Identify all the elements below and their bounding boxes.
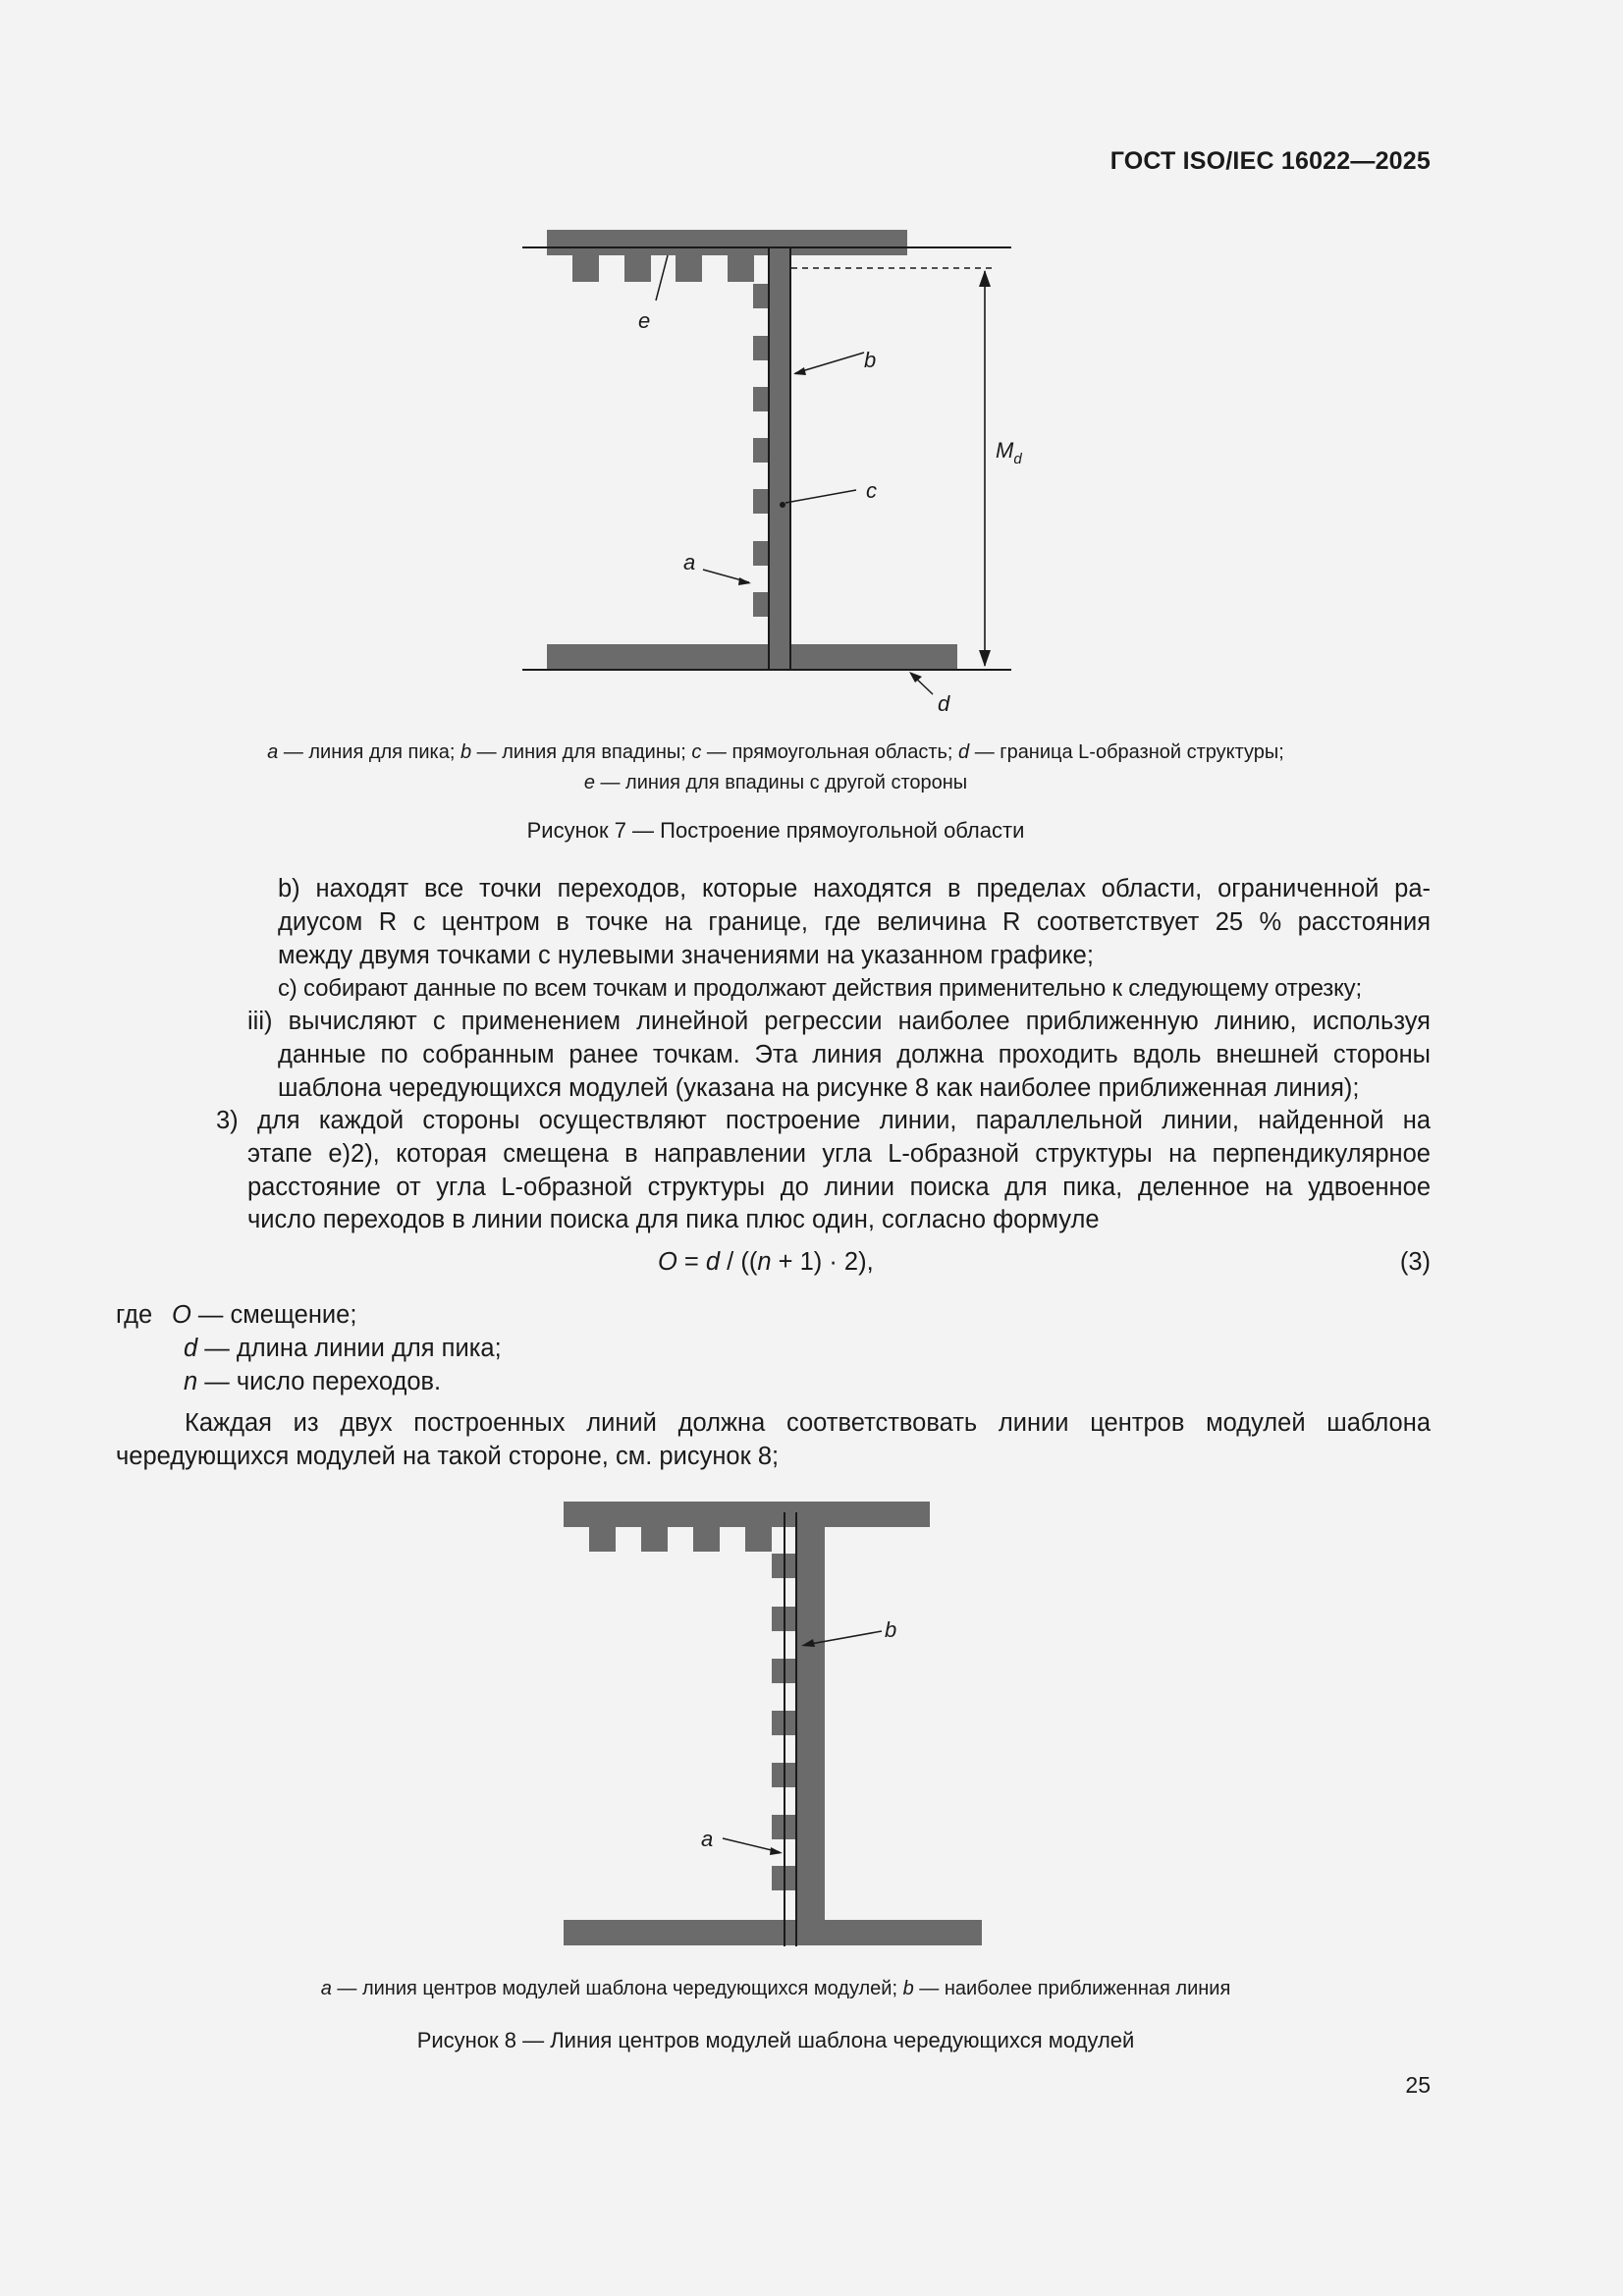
item-iii-line-2: данные по собранным ранее точкам. Эта линия должна проходить вдоль внешней стороны [278,1041,1431,1068]
top-module [589,1527,616,1552]
legend-line-2: e — линия для впадины с другой стороны [583,772,968,793]
label-a: a [701,1827,714,1851]
paragraph-line-1: Каждая из двух построенных линий должна соответствовать линии центров модулей шаблона [185,1409,1431,1437]
item-c-line-1: c) собирают данные по всем точкам и продолжают действия применительно к следующему отрезку; [278,975,1362,1002]
formula: O = d / ((n + 1) · 2), [658,1248,874,1276]
document-header: ГОСТ ISO/IEC 16022—2025 [1109,147,1431,175]
where-item-o: O — смещение; [172,1301,357,1329]
item-3-line-4: число переходов в линии поиска для пика плюс один, согласно формуле [247,1206,1100,1233]
legend-line-1: a — линия для пика; b — линия для впадины; c — прямоугольная область; d — граница L-образной структуры; [267,741,1284,763]
where-item-d: d — длина линии для пика; [184,1335,502,1362]
top-bar [547,230,907,255]
item-3-line-2: этапе e)2), которая смещена в направлении угла L-образной структуры на перпендикулярное [247,1140,1431,1168]
paragraph-line-2: чередующихся модулей на такой стороне, см. рисунок 8; [116,1443,780,1470]
left-module [753,336,769,360]
left-module [753,438,769,463]
left-module [753,489,769,514]
item-iii-line-1: iii) вычисляют с применением линейной регрессии наиболее приближенную линию, используя [247,1008,1431,1035]
label-md: $M_d$ [996,438,1022,467]
item-b-line-3: между двумя точками с нулевыми значениями на указанном графике; [278,942,1094,969]
where-label: где [116,1301,153,1329]
figure-7-caption: Рисунок 7 — Построение прямоугольной области [526,818,1025,843]
where-item-n: n — число переходов. [184,1368,442,1395]
item-b-line-2: диусом R с центром в точке на границе, где величина R соответствует 25 % расстояния [278,908,1431,936]
label-b: b [864,348,877,372]
formula-number: (3) [1399,1248,1431,1276]
left-module [753,541,769,566]
item-3-line-3: расстояние от угла L-образной структуры до линии поиска для пика, деленное на удвоенное [247,1174,1431,1201]
top-module [572,255,599,282]
vertical-bar [797,1512,825,1945]
top-module [745,1527,772,1552]
label-b: b [885,1617,897,1642]
figure-7-diagram [0,0,1623,727]
item-3-line-1: 3) для каждой стороны осуществляют построение линии, параллельной линии, найденной на [216,1107,1431,1134]
top-bar [564,1502,930,1527]
item-iii-line-3: шаблона чередующихся модулей (указана на рисунке 8 как наиболее приближенная линия); [278,1074,1360,1102]
label-d: d [938,691,950,716]
figure-8-diagram [0,1473,1623,1964]
label-c: c [866,478,877,503]
label-e: e [638,308,651,333]
top-module [728,255,754,282]
top-module [624,255,651,282]
label-a: a [683,550,696,574]
left-module [753,592,769,617]
page-number: 25 [1405,2072,1431,2098]
top-module [693,1527,720,1552]
top-module [641,1527,668,1552]
left-module [753,284,769,308]
figure-7-legend [118,738,1434,798]
top-module [676,255,702,282]
bottom-bar [547,644,957,669]
left-module [753,387,769,411]
vertical-bar [769,247,791,668]
item-b-line-1: b) находят все точки переходов, которые находятся в пределах области, ограниченной ра- [278,875,1431,902]
figure-8-legend: a — линия центров модулей шаблона чередующихся модулей; b — наиболее приближенная линия [320,1978,1231,1999]
figure-8-caption: Рисунок 8 — Линия центров модулей шаблона чередующихся модулей [416,2028,1135,2052]
bottom-bar [564,1920,982,1945]
